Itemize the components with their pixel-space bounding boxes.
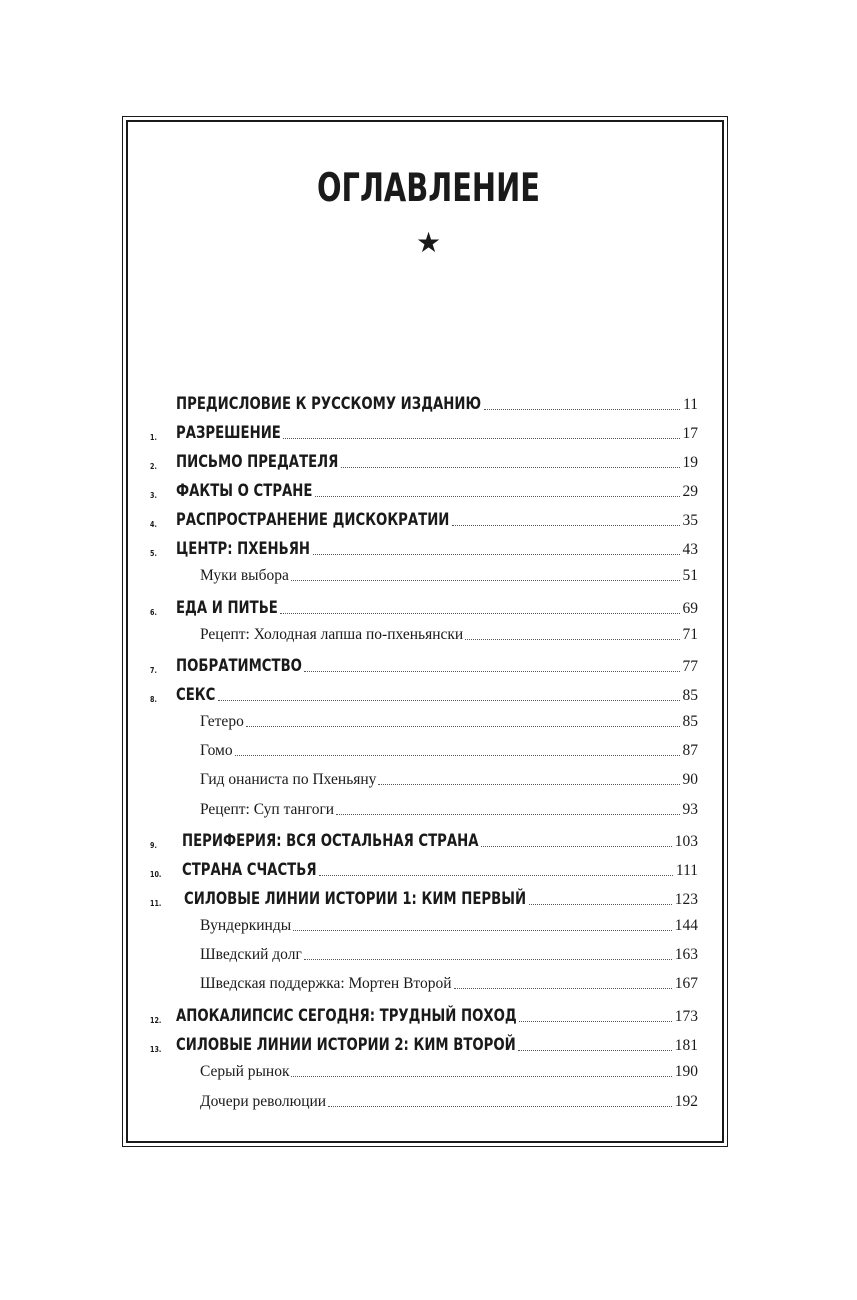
toc-section-entry: [150, 1089, 698, 1111]
page-number: 192: [674, 1093, 698, 1110]
toc-chapter-entry: [150, 683, 698, 705]
dot-leader: [283, 437, 680, 439]
section-title: Шведский долг: [200, 946, 302, 963]
toc-chapter-entry: [150, 450, 698, 472]
page-number: 85: [682, 687, 698, 704]
chapter-title: ЕДА И ПИТЬЕ: [176, 598, 278, 618]
chapter-number: 11.: [150, 899, 162, 908]
dot-leader: [341, 466, 680, 468]
toc-chapter-entry: [150, 479, 698, 501]
dot-leader: [378, 783, 679, 785]
toc-section-entry: [150, 709, 698, 731]
dot-leader: [319, 874, 673, 876]
chapter-title: ПРЕДИСЛОВИЕ К РУССКОМУ ИЗДАНИЮ: [176, 394, 482, 414]
dot-leader: [293, 929, 672, 931]
chapter-title: ЦЕНТР: ПХЕНЬЯН: [176, 539, 311, 559]
toc-section-entry: [150, 738, 698, 760]
dot-leader: [315, 495, 680, 497]
toc-section-entry: [150, 622, 698, 644]
toc-chapter-entry: [150, 858, 698, 880]
section-title: Гид онаниста по Пхеньяну: [200, 771, 377, 788]
page-number: 190: [674, 1063, 698, 1080]
page-number: 29: [682, 483, 698, 500]
page-number: 167: [674, 975, 698, 992]
dot-leader: [246, 725, 680, 727]
chapter-title: ПИСЬМО ПРЕДАТЕЛЯ: [176, 452, 339, 472]
toc-chapter-entry: [150, 829, 698, 851]
chapter-title: СИЛОВЫЕ ЛИНИИ ИСТОРИИ 2: КИМ ВТОРОЙ: [176, 1035, 516, 1055]
dot-leader: [291, 579, 680, 581]
page-number: 77: [682, 658, 698, 675]
dot-leader: [328, 1105, 672, 1107]
section-title: Рецепт: Холодная лапша по-пхеньянски: [200, 626, 464, 643]
page-number: 90: [682, 771, 698, 788]
page-number: 163: [674, 946, 698, 963]
chapter-number: 2.: [150, 462, 157, 471]
dot-leader: [280, 612, 680, 614]
chapter-number: 13.: [150, 1045, 162, 1054]
section-title: Шведская поддержка: Мортен Второй: [200, 975, 452, 992]
dot-leader: [304, 958, 672, 960]
toc-chapter-entry: [150, 1033, 698, 1055]
toc-section-entry: [150, 971, 698, 993]
page-number: 35: [682, 512, 698, 529]
chapter-number: 9.: [150, 841, 157, 850]
chapter-title: ФАКТЫ О СТРАНЕ: [176, 481, 313, 501]
chapter-title: СТРАНА СЧАСТЬЯ: [182, 860, 317, 880]
toc-chapter-entry: [150, 421, 698, 443]
toc-chapter-entry: [150, 392, 698, 414]
section-title: Гомо: [200, 742, 233, 759]
page-number: 103: [674, 833, 698, 850]
chapter-title: СЕКС: [176, 685, 216, 705]
dot-leader: [235, 754, 680, 756]
section-title: Дочери революции: [200, 1093, 327, 1110]
page-number: 69: [682, 600, 698, 617]
chapter-number: 1.: [150, 433, 157, 442]
dot-leader: [336, 813, 679, 815]
toc-section-entry: [150, 797, 698, 819]
dot-leader: [519, 1020, 672, 1022]
dot-leader: [313, 553, 680, 555]
dot-leader: [481, 845, 672, 847]
dot-leader: [529, 903, 672, 905]
toc-section-entry: [150, 942, 698, 964]
page-number: 85: [682, 713, 698, 730]
dot-leader: [291, 1075, 671, 1077]
page-number: 173: [674, 1008, 698, 1025]
dot-leader: [484, 408, 680, 410]
page-title: ОГЛАВЛЕНИЕ: [317, 166, 540, 211]
dot-leader: [452, 524, 680, 526]
toc-section-entry: [150, 563, 698, 585]
section-title: Вундеркинды: [200, 917, 292, 934]
toc-section-entry: [150, 767, 698, 789]
dot-leader: [454, 987, 672, 989]
chapter-title: ПЕРИФЕРИЯ: ВСЯ ОСТАЛЬНАЯ СТРАНА: [182, 831, 479, 851]
page-number: 17: [682, 425, 698, 442]
chapter-number: 12.: [150, 1016, 162, 1025]
toc-section-entry: [150, 913, 698, 935]
chapter-number: 5.: [150, 549, 157, 558]
chapter-number: 3.: [150, 491, 157, 500]
page-number: 11: [683, 396, 698, 413]
toc-chapter-entry: [150, 654, 698, 676]
page-number: 19: [682, 454, 698, 471]
section-title: Серый рынок: [200, 1063, 290, 1080]
toc-chapter-entry: [150, 1004, 698, 1026]
page-number: 144: [674, 917, 698, 934]
chapter-number: 7.: [150, 666, 157, 675]
dot-leader: [518, 1049, 672, 1051]
chapter-title: СИЛОВЫЕ ЛИНИИ ИСТОРИИ 1: КИМ ПЕРВЫЙ: [184, 889, 527, 909]
page-number: 87: [682, 742, 698, 759]
dot-leader: [304, 670, 680, 672]
chapter-number: 8.: [150, 695, 157, 704]
page-number: 181: [674, 1037, 698, 1054]
chapter-title: АПОКАЛИПСИС СЕГОДНЯ: ТРУДНЫЙ ПОХОД: [176, 1006, 517, 1026]
page-number: 51: [682, 567, 698, 584]
section-title: Гетеро: [200, 713, 244, 730]
toc-section-entry: [150, 1059, 698, 1081]
chapter-number: 4.: [150, 520, 157, 529]
page-number: 71: [682, 626, 698, 643]
chapter-title: РАЗРЕШЕНИЕ: [176, 423, 281, 443]
toc-chapter-entry: [150, 596, 698, 618]
page-number: 43: [682, 541, 698, 558]
section-title: Муки выбора: [200, 567, 289, 584]
dot-leader: [218, 699, 680, 701]
toc-chapter-entry: [150, 887, 698, 909]
chapter-number: 10.: [150, 870, 162, 879]
toc-chapter-entry: [150, 537, 698, 559]
page-number: 93: [682, 801, 698, 818]
dot-leader: [465, 638, 679, 640]
toc-chapter-entry: [150, 508, 698, 530]
section-title: Рецепт: Суп тангоги: [200, 801, 335, 818]
chapter-title: РАСПРОСТРАНЕНИЕ ДИСКОКРАТИИ: [176, 510, 450, 530]
page-number: 111: [675, 862, 698, 879]
chapter-title: ПОБРАТИМСТВО: [176, 656, 302, 676]
star-icon: ★: [415, 226, 442, 259]
page-number: 123: [674, 891, 698, 908]
chapter-number: 6.: [150, 608, 157, 617]
